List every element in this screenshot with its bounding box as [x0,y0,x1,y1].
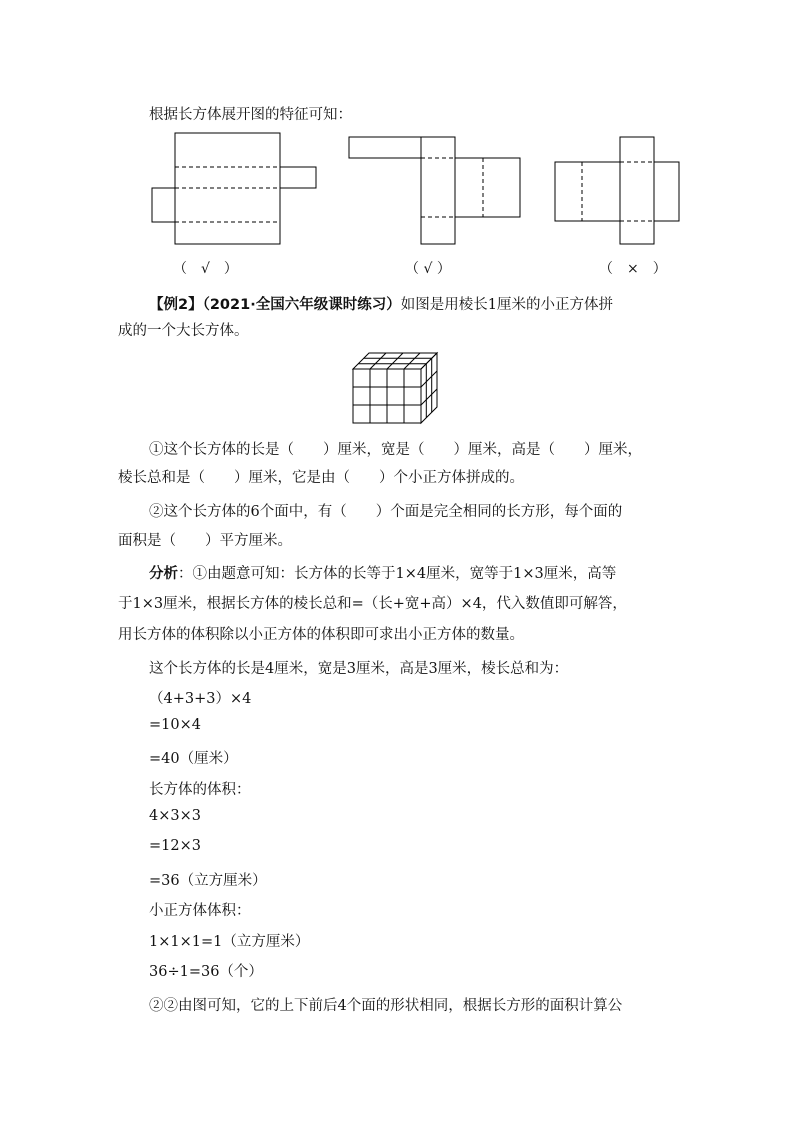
solution-line-11: 36÷1=36（个） [149,964,263,980]
analysis-text-1: ：①由题意可知：长方体的长等于1×4厘米，宽等于1×3厘米，高等 [178,566,617,582]
example-line-2: 成的一个大长方体。 [118,323,249,339]
solution-line-7: =12×3 [149,838,201,854]
analysis-line-3: 用长方体的体积除以小正方体的体积即可求出小正方体的数量。 [118,627,524,643]
solution-line-1: 这个长方体的长是4厘米，宽是3厘米，高是3厘米，棱长总和为： [149,661,569,677]
solution-line-9: 小正方体体积： [149,903,251,919]
cuboid-cube-drawing [0,0,794,440]
solution-line-12: ②②由图可知，它的上下前后4个面的形状相同，根据长方形的面积计算公 [149,998,623,1014]
analysis-line-1 [149,562,616,583]
question-1-line-1: ①这个长方体的长是（ ）厘米，宽是（ ）厘米，高是（ ）厘米， [149,442,642,458]
answer-mark-1: （ √ ） [173,261,238,277]
example-source: （2021·全国六年级课时练习） [202,297,401,313]
question-1-line-2: 棱长总和是（ ）厘米，它是由（ ）个小正方体拼成的。 [118,470,524,486]
analysis-line-2: 于1×3厘米，根据长方体的棱长总和=（长+宽+高）×4，代入数值即可解答， [118,596,627,612]
question-2-line-1: ②这个长方体的6个面中，有（ ）个面是完全相同的长方形，每个面的 [149,504,623,520]
solution-line-3: =10×4 [149,717,201,733]
solution-line-6: 4×3×3 [149,808,201,824]
answer-mark-2: （ √ ） [405,261,451,277]
intro-text: 根据长方体展开图的特征可知： [149,107,352,123]
solution-line-2: （4+3+3）×4 [149,691,252,707]
example-tag: 【例2】 [149,297,203,313]
solution-line-4: =40（厘米） [149,751,238,767]
solution-line-5: 长方体的体积： [149,782,251,798]
solution-line-10: 1×1×1=1（立方厘米） [149,934,310,950]
example-text-1: 如图是用棱长1厘米的小正方体拼 [400,297,613,313]
answer-mark-3: （ × ） [599,261,667,277]
analysis-label: 分析 [149,566,178,582]
question-2-line-2: 面积是（ ）平方厘米。 [118,533,292,549]
solution-line-8: =36（立方厘米） [149,873,267,889]
